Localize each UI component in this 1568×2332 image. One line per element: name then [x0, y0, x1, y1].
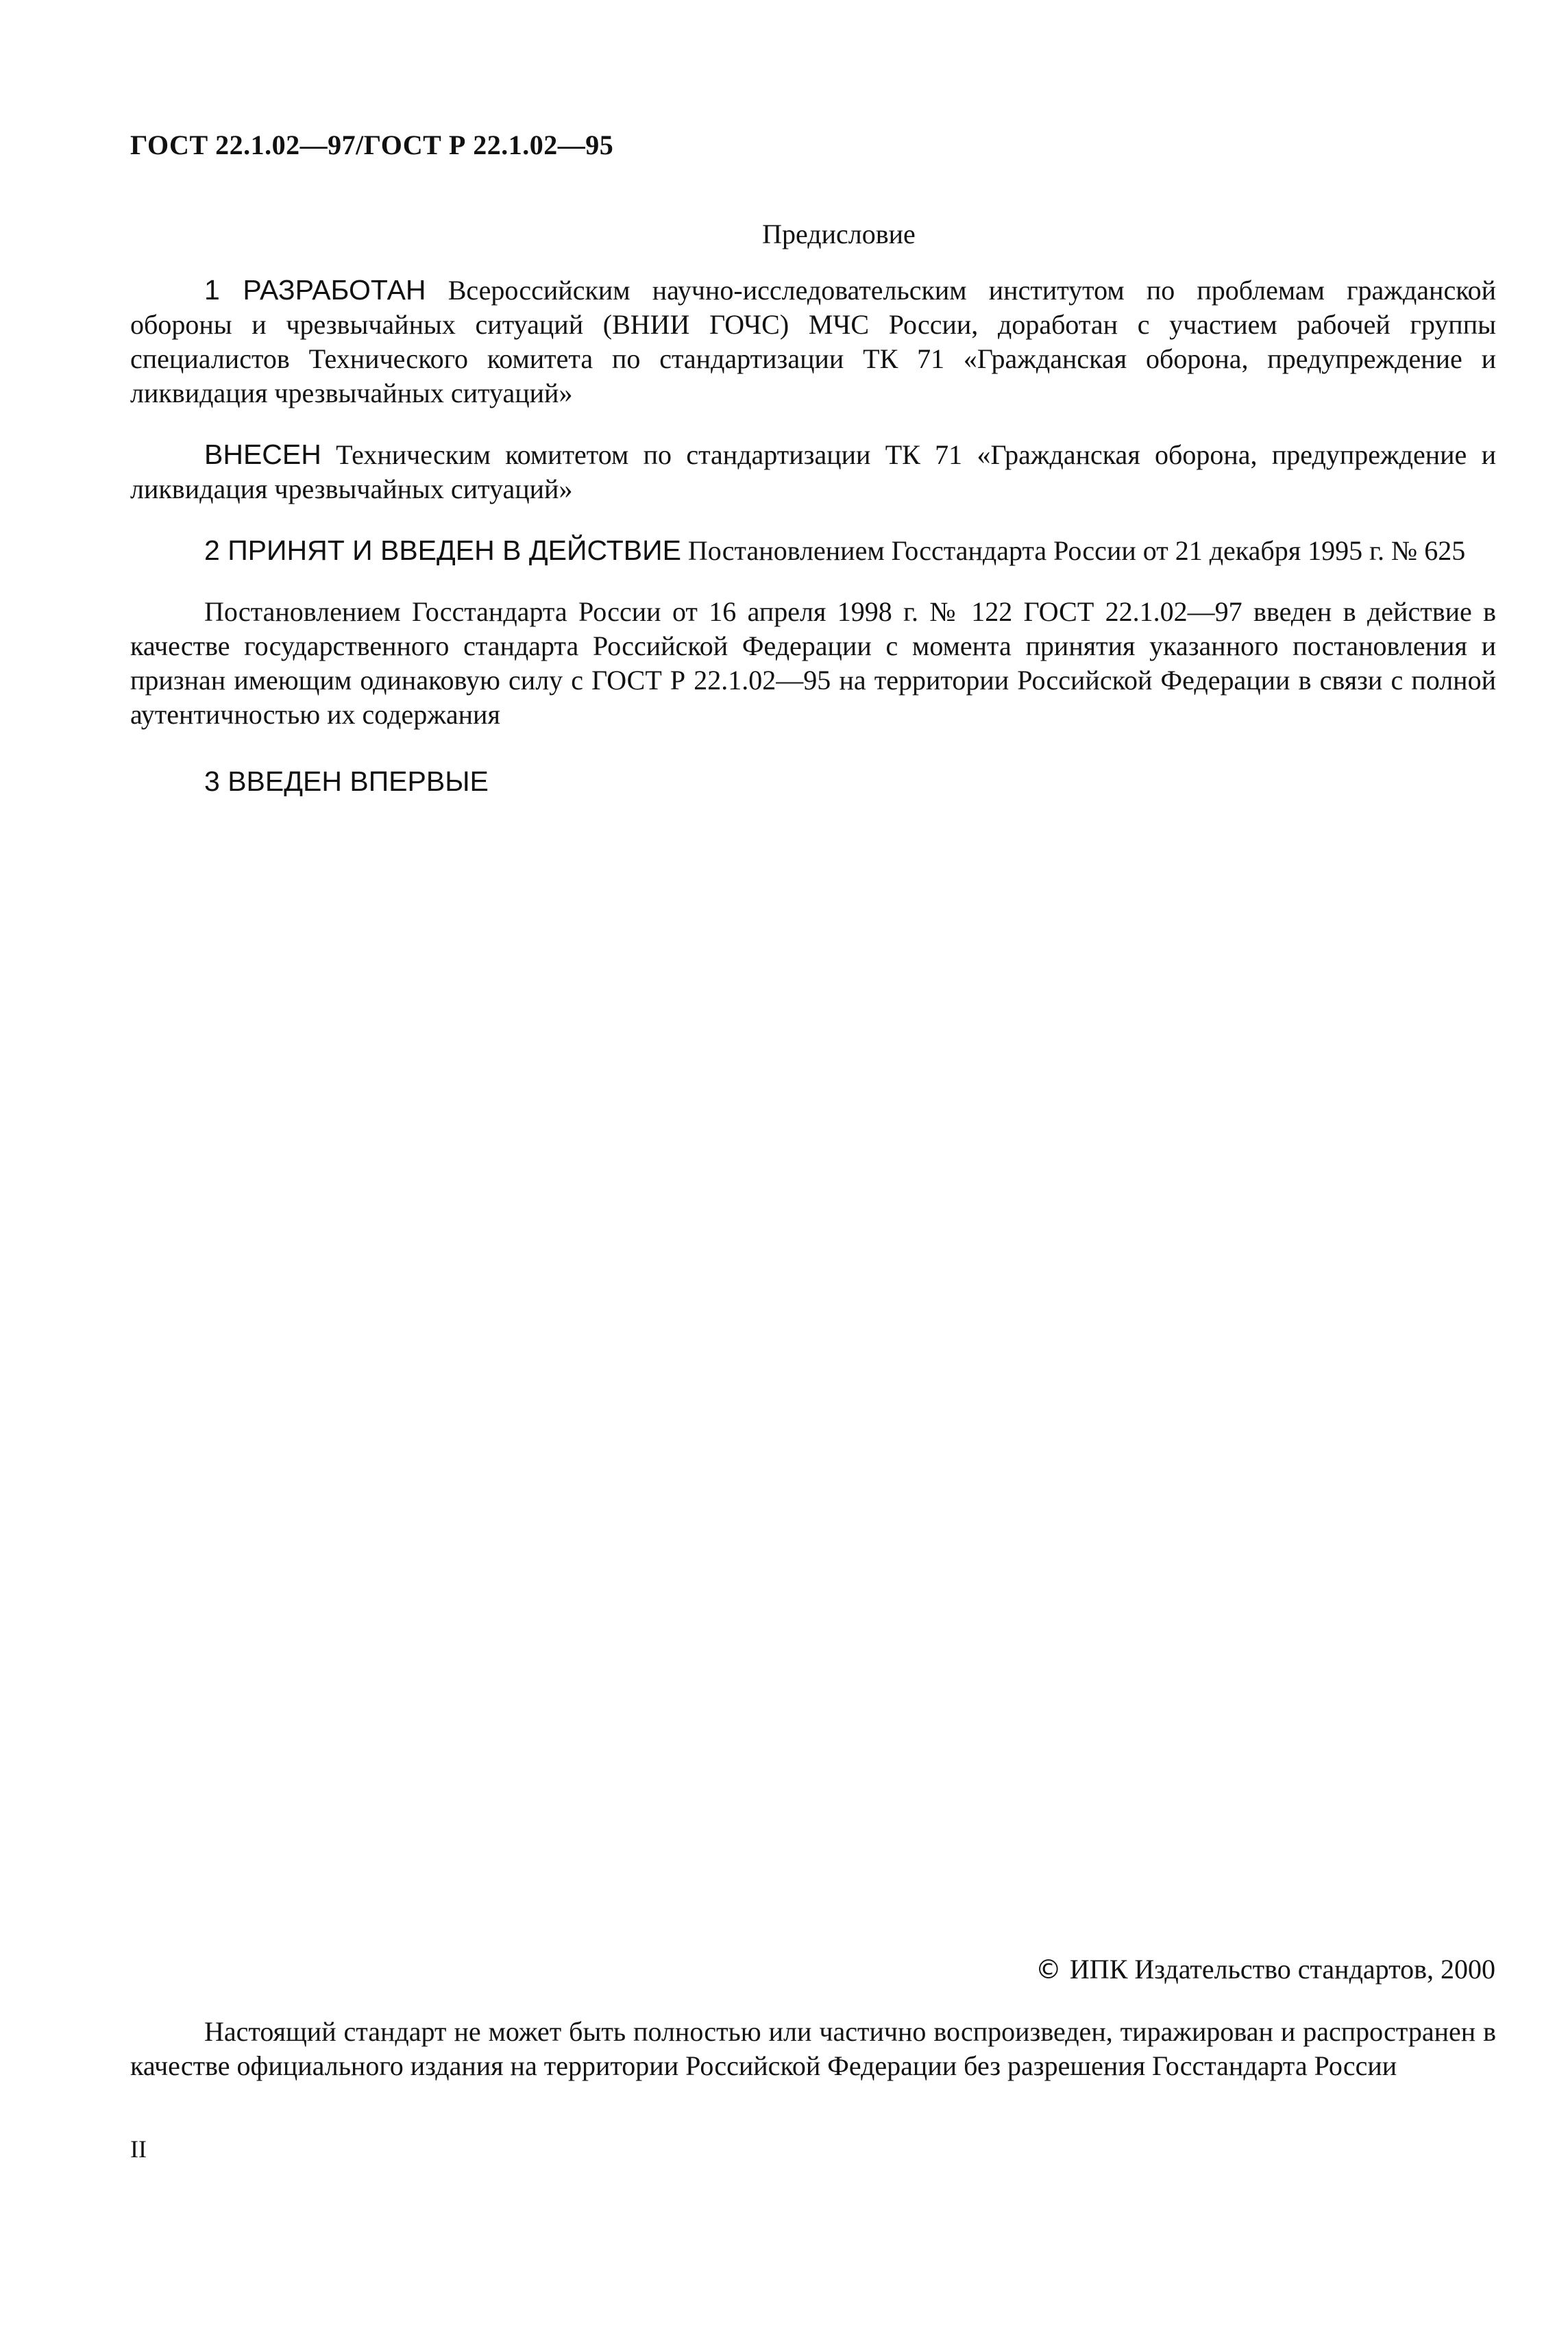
copyright-text: ИПК Издательство стандартов, 2000 — [1069, 1954, 1495, 1985]
foreword-item-first-introduced — [130, 764, 1496, 799]
item-lead: 1 РАЗРАБОТАН — [204, 274, 426, 306]
item-text: Техническим комитетом по стандартизации ТК 71 «Гражданская оборона, предупреждение и ликвидация чрезвычайных ситуаций» — [130, 439, 1496, 504]
item-lead: 3 ВВЕДЕН ВПЕРВЫЕ — [204, 765, 489, 797]
page-number: II — [130, 2135, 147, 2163]
copyright-symbol: © — [1035, 1954, 1062, 1985]
reproduction-notice: Настоящий стандарт не может быть полностью или частично воспроизведен, тиражирован и распространен в качестве официального издания на территории Российской Федерации без разрешения Госстандарта России — [130, 2016, 1496, 2081]
item-lead: ВНЕСЕН — [204, 439, 321, 470]
item-text: Всероссийским научно-исследовательским институтом по проблемам гражданской обороны и чрезвычайных ситуаций (ВНИИ ГОЧС) МЧС России, доработан с участием рабочей группы специалистов Технического комитета по стандартизации ТК 71 «Гражданская оборона, предупреждение и ликвидация чрезвычайных ситуаций» — [130, 275, 1497, 408]
item-text: Постановлением Госстандарта России от 21 декабря 1995 г. № 625 — [681, 535, 1466, 566]
document-header: ГОСТ 22.1.02—97/ГОСТ Р 22.1.02—95 — [130, 130, 614, 160]
foreword-item-adopted — [130, 533, 1496, 568]
copyright-line — [1036, 1953, 1495, 1985]
foreword-item-developed — [130, 273, 1496, 410]
item-lead: 2 ПРИНЯТ И ВВЕДЕН В ДЕЙСТВИЕ — [204, 535, 681, 566]
section-title: Предисловие — [762, 219, 916, 249]
foreword-item-introduced — [130, 437, 1496, 506]
foreword-item-resolution — [130, 595, 1496, 732]
item-text: Постановлением Госстандарта России от 16 апреля 1998 г. № 122 ГОСТ 22.1.02—97 введен в действие в качестве государственного стандарта Российской Федерации с момента принятия указанного постановления и признан имеющим одинаковую силу с ГОСТ Р 22.1.02—95 на территории Российской Федерации в связи с полной аутентичностью их содержания — [130, 596, 1496, 730]
